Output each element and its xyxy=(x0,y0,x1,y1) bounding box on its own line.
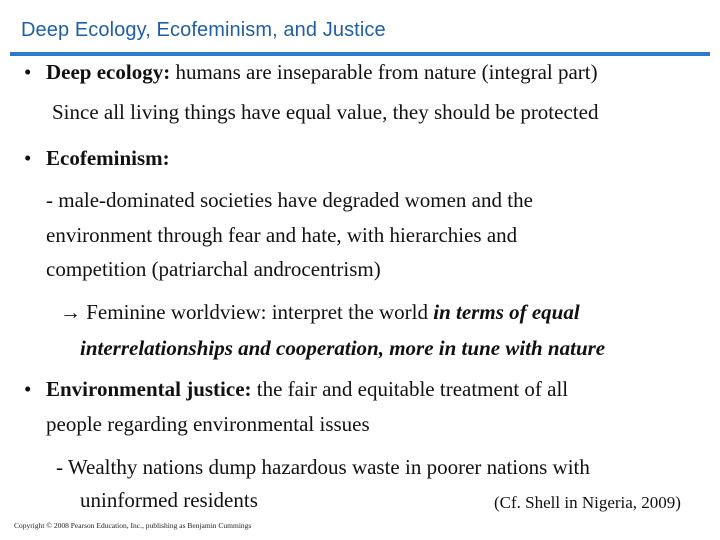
ecofeminism-line-3: competition (patriarchal androcentrism) xyxy=(46,257,381,281)
citation: (Cf. Shell in Nigeria, 2009) xyxy=(494,493,681,512)
environmental-justice-definition: the fair and equitable treatment of all xyxy=(251,377,569,401)
feminine-worldview-emphasis: in terms of equal xyxy=(433,300,580,324)
ecofeminism-line-2: environment through fear and hate, with hierarchies and xyxy=(46,223,518,247)
ecofeminism-term: Ecofeminism: xyxy=(46,146,170,170)
bullet-icon: • xyxy=(24,146,32,170)
title-divider xyxy=(10,52,710,56)
feminine-worldview-line-2: interrelationships and cooperation, more in tune with nature xyxy=(80,336,606,360)
environmental-justice-term: Environmental justice: xyxy=(46,377,252,401)
slide-title: Deep Ecology, Ecofeminism, and Justice xyxy=(21,19,386,41)
deep-ecology-term: Deep ecology: xyxy=(46,60,171,84)
bullet-icon: • xyxy=(24,377,32,401)
feminine-worldview-line xyxy=(60,302,580,323)
deep-ecology-detail: Since all living things have equal value, they should be protected xyxy=(52,100,599,124)
deep-ecology-definition: humans are inseparable from nature (integral part) xyxy=(170,60,598,84)
copyright-notice: Copyright © 2008 Pearson Education, Inc., publishing as Benjamin Cummings xyxy=(14,521,252,530)
hazardous-waste-line-2: uninformed residents xyxy=(80,488,258,512)
environmental-justice-line xyxy=(46,379,568,400)
feminine-worldview-text: → Feminine worldview: interpret the world xyxy=(60,300,434,324)
environmental-justice-line-2: people regarding environmental issues xyxy=(46,412,370,436)
ecofeminism-line-1: - male-dominated societies have degraded women and the xyxy=(46,188,533,212)
deep-ecology-line xyxy=(46,62,598,83)
bullet-icon: • xyxy=(24,60,32,84)
hazardous-waste-line: - Wealthy nations dump hazardous waste in poorer nations with xyxy=(56,455,590,479)
